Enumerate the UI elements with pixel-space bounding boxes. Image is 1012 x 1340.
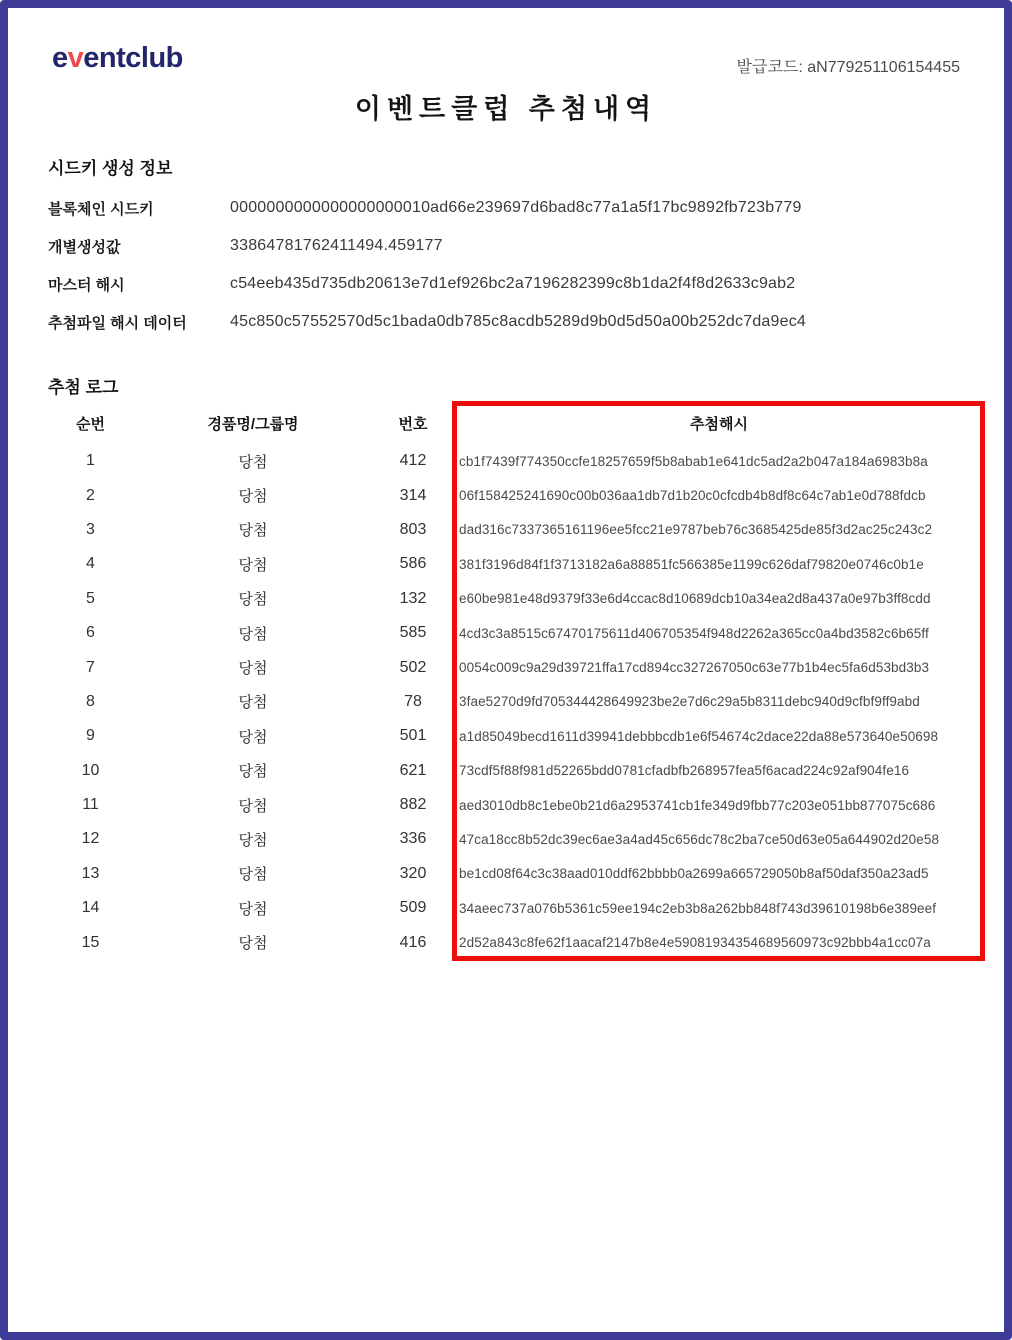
table-row	[48, 650, 985, 684]
cell-prize: 당첨	[238, 866, 268, 884]
header-hash: 추첨해시	[690, 415, 748, 433]
cell-number: 336	[399, 830, 427, 848]
cell-hash: 2d52a843c8fe62f1aacaf2147b8e4e59081934354689560973c92bbb4a1cc07a	[459, 935, 931, 951]
table-row	[48, 788, 985, 822]
header-no: 순번	[76, 415, 105, 433]
cell-prize: 당첨	[238, 935, 268, 953]
cell-prize: 당첨	[238, 763, 268, 781]
logo-part-v: v	[67, 42, 84, 74]
cell-hash: be1cd08f64c3c38aad010ddf62bbbb0a2699a665729050b8af50daf350a23ad5	[459, 866, 929, 882]
cell-number: 882	[399, 796, 427, 814]
cell-no: 5	[86, 589, 95, 607]
logo-part-entclub: entclub	[83, 42, 183, 74]
cell-no: 1	[86, 452, 95, 470]
table-row	[48, 478, 985, 512]
cell-no: 12	[81, 830, 100, 848]
header-number: 번호	[398, 415, 428, 433]
issue-code: 발급코드: aN779251106154455	[736, 59, 960, 76]
cell-number: 412	[399, 452, 427, 470]
cell-number: 621	[399, 761, 427, 779]
cell-hash: cb1f7439f774350ccfe18257659f5b8abab1e641dc5ad2a2b047a184a6983b8a	[459, 453, 928, 469]
eventclub-logo	[52, 42, 183, 75]
table-row	[48, 444, 985, 478]
cell-no: 6	[86, 624, 95, 642]
seed-key-section	[48, 154, 964, 341]
seed-info-label: 마스터 해시	[48, 276, 125, 294]
cell-no: 10	[81, 761, 100, 779]
cell-hash: a1d85049becd1611d39941debbbcdb1e6f54674c2dace22da88e573640e50698	[459, 728, 939, 744]
cell-prize: 당첨	[238, 797, 268, 815]
cell-no: 7	[86, 658, 95, 676]
seed-info-row	[48, 265, 964, 303]
seed-info-row	[48, 303, 964, 341]
cell-prize: 당첨	[238, 591, 268, 609]
cell-hash: aed3010db8c1ebe0b21d6a2953741cb1fe349d9fbb77c203e051bb877075c686	[459, 797, 936, 813]
cell-hash: e60be981e48d9379f33e6d4ccac8d10689dcb10a34ea2d8a437a0e97b3ff8cdd	[459, 591, 931, 607]
cell-number: 314	[399, 486, 427, 504]
cell-no: 2	[86, 486, 95, 504]
cell-hash: 381f3196d84f1f3713182a6a88851fc566385e1199c626daf79820e0746c0b1e	[459, 556, 924, 572]
cell-no: 8	[86, 692, 95, 710]
table-row	[48, 857, 985, 891]
cell-number: 585	[399, 624, 427, 642]
cell-prize: 당첨	[238, 660, 268, 678]
cell-number: 132	[399, 589, 427, 607]
cell-number: 320	[399, 864, 427, 882]
cell-number: 502	[399, 658, 427, 676]
cell-prize: 당첨	[238, 900, 268, 918]
seed-info-row	[48, 189, 964, 227]
draw-log-section	[8, 373, 1004, 960]
table-row	[48, 822, 985, 856]
draw-log-title: 추첨 로그	[48, 378, 119, 397]
cell-no: 11	[82, 796, 99, 814]
seed-info-value: c54eeb435d735db20613e7d1ef926bc2a7196282399c8b1da2f4f8d2633c9ab2	[230, 275, 796, 292]
cell-prize: 당첨	[238, 625, 268, 643]
cell-prize: 당첨	[238, 831, 268, 849]
table-row	[48, 925, 985, 959]
table-row	[48, 719, 985, 753]
cell-prize: 당첨	[238, 556, 268, 574]
header-prize: 경품명/그룹명	[207, 415, 299, 433]
page-title: 이벤트클럽 추첨내역	[354, 94, 658, 124]
draw-log-table	[8, 402, 1004, 960]
table-row	[48, 582, 985, 616]
logo-part-e: e	[52, 42, 68, 74]
table-row	[48, 891, 985, 925]
seed-info-row	[48, 227, 964, 265]
table-header-row	[48, 402, 985, 444]
cell-no: 13	[81, 864, 100, 882]
cell-no: 9	[86, 727, 95, 745]
cell-prize: 당첨	[238, 728, 268, 746]
cell-number: 509	[399, 899, 427, 917]
table-row	[48, 513, 985, 547]
cell-prize: 당첨	[238, 522, 268, 540]
table-row	[48, 547, 985, 581]
table-row	[48, 685, 985, 719]
cell-no: 15	[81, 933, 100, 951]
cell-no: 4	[86, 555, 95, 573]
cell-number: 78	[404, 692, 422, 710]
table-body	[48, 444, 985, 960]
seed-info-value: 33864781762411494.459177	[230, 237, 443, 254]
table-row	[48, 616, 985, 650]
seed-info-label: 블록체인 시드키	[48, 200, 154, 218]
cell-no: 14	[81, 899, 100, 917]
cell-prize: 당첨	[238, 694, 268, 712]
cell-hash: 73cdf5f88f981d52265bdd0781cfadbfb268957fea5f6acad224c92af904fe16	[459, 763, 910, 779]
seed-info-label: 추첨파일 해시 데이터	[48, 314, 187, 332]
cell-number: 416	[399, 933, 427, 951]
cell-hash: 47ca18cc8b52dc39ec6ae3a4ad45c656dc78c2ba7ce50d63e05a644902d20e58	[459, 831, 940, 847]
seed-section-title: 시드키 생성 정보	[48, 159, 173, 178]
cell-prize: 당첨	[238, 453, 268, 471]
cell-hash: 0054c009c9a29d39721ffa17cd894cc327267050c63e77b1b4ec5fa6d53bd3b3	[459, 660, 930, 676]
cell-number: 803	[399, 520, 427, 538]
seed-info-value: 0000000000000000000010ad66e239697d6bad8c77a1a5f17bc9892fb723b779	[230, 199, 802, 216]
cell-number: 501	[399, 727, 427, 745]
seed-info-value: 45c850c57552570d5c1bada0db785c8acdb5289d9b0d5d50a00b252dc7da9ec4	[230, 313, 807, 330]
cell-no: 3	[86, 520, 95, 538]
cell-number: 586	[399, 555, 427, 573]
table-row	[48, 754, 985, 788]
cell-prize: 당첨	[238, 488, 268, 506]
cell-hash: 06f158425241690c00b036aa1db7d1b20c0cfcdb4b8df8c64c7ab1e0d788fdcb	[459, 488, 926, 504]
cell-hash: 4cd3c3a8515c67470175611d406705354f948d2262a365cc0a4bd3582c6b65ff	[459, 625, 929, 641]
cell-hash: 34aeec737a076b5361c59ee194c2eb3b8a262bb848f743d39610198b6e389eef	[459, 900, 937, 916]
seed-info-label: 개별생성값	[48, 238, 121, 256]
page-header	[8, 8, 1004, 77]
cell-hash: dad316c7337365161196ee5fcc21e9787beb76c3685425de85f3d2ac25c243c2	[459, 522, 933, 538]
cell-hash: 3fae5270d9fd705344428649923be2e7d6c29a5b8311debc940d9cfbf9ff9abd	[459, 694, 920, 710]
seed-info-rows	[48, 189, 964, 341]
